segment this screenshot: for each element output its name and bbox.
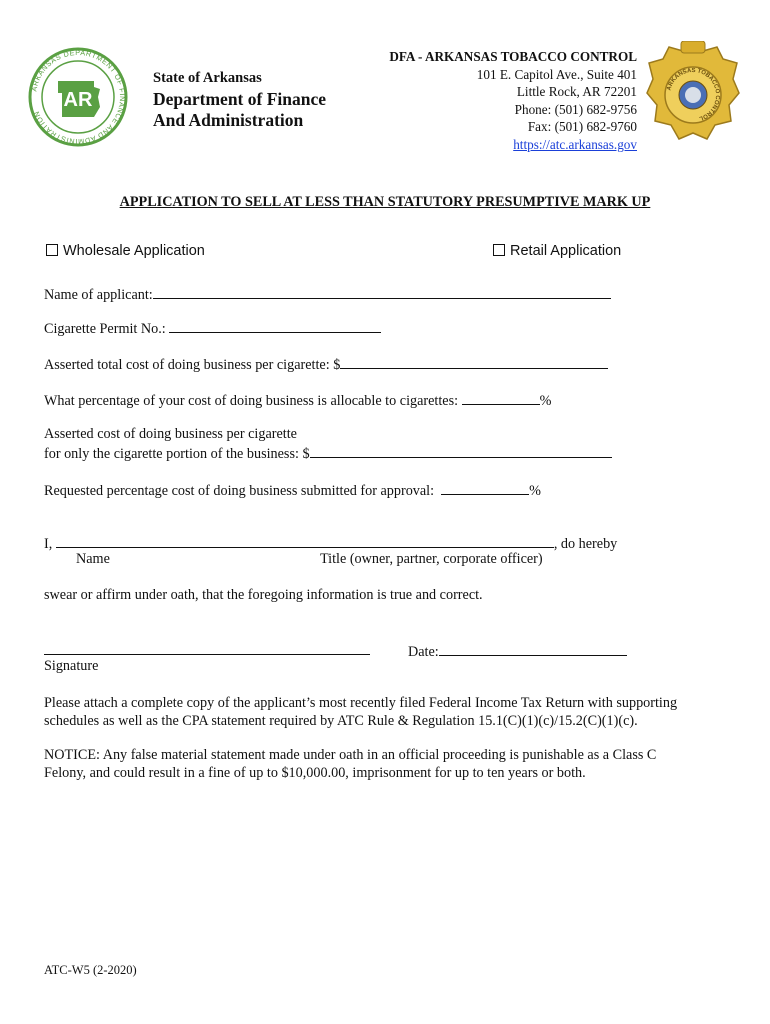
wholesale-label: Wholesale Application bbox=[63, 243, 205, 259]
permit-number-field[interactable] bbox=[169, 318, 381, 333]
agency-address-2: Little Rock, AR 72201 bbox=[516, 84, 637, 100]
allocable-percentage-field[interactable] bbox=[462, 390, 540, 405]
attachment-line-2: schedules as well as the CPA statement required by ATC Rule & Regulation 15.1(C)(1)(c)/15.2(C)(1)(c). bbox=[44, 712, 638, 729]
total-cost-label: Asserted total cost of doing business per cigarette: $ bbox=[44, 357, 341, 373]
allocable-percentage-row bbox=[44, 390, 551, 410]
agency-fax: Fax: (501) 682-9760 bbox=[527, 119, 637, 135]
signature-field[interactable] bbox=[44, 640, 370, 655]
date-field[interactable] bbox=[439, 641, 627, 656]
retail-option[interactable] bbox=[493, 243, 621, 259]
signature-label: Signature bbox=[44, 658, 99, 674]
name-caption: Name bbox=[76, 551, 110, 567]
svg-text:ARKANSAS DEPARTMENT OF FINANCE: ARKANSAS DEPARTMENT OF FINANCE AND ADMINISTRATION bbox=[29, 47, 128, 147]
cigarette-cost-label-line1: Asserted cost of doing business per cigarette bbox=[44, 426, 297, 442]
department-name: Department of Finance bbox=[153, 89, 327, 109]
agency-phone: Phone: (501) 682-9756 bbox=[514, 101, 637, 117]
retail-label: Retail Application bbox=[510, 243, 622, 259]
requested-percentage-field[interactable] bbox=[441, 480, 529, 495]
agency-name: DFA - ARKANSAS TOBACCO CONTROL bbox=[389, 49, 637, 64]
title-caption: Title (owner, partner, corporate officer) bbox=[320, 551, 543, 567]
oath-suffix: , do hereby bbox=[553, 536, 618, 552]
swear-statement: swear or affirm under oath, that the foregoing information is true and correct. bbox=[44, 587, 483, 603]
agency-address-1: 101 E. Capitol Ave., Suite 401 bbox=[476, 66, 637, 82]
svg-text:AR: AR bbox=[63, 89, 93, 111]
dfa-seal-logo bbox=[28, 47, 128, 147]
allocable-percentage-label: What percentage of your cost of doing business is allocable to cigarettes: bbox=[44, 393, 459, 409]
requested-percentage-row bbox=[44, 480, 541, 500]
cigarette-cost-field[interactable] bbox=[310, 443, 612, 458]
wholesale-option[interactable] bbox=[46, 243, 205, 259]
permit-row bbox=[44, 318, 381, 338]
date-row bbox=[408, 641, 627, 661]
tobacco-control-badge bbox=[645, 41, 741, 149]
wholesale-checkbox[interactable] bbox=[46, 244, 58, 256]
total-cost-row bbox=[44, 354, 608, 374]
cigarette-cost-label-line2: for only the cigarette portion of the business: $ bbox=[44, 446, 310, 462]
applicant-name-field[interactable] bbox=[153, 284, 611, 299]
cigarette-cost-row bbox=[44, 443, 612, 463]
requested-percentage-label: Requested percentage cost of doing business submitted for approval: bbox=[44, 483, 435, 499]
notice bbox=[44, 747, 656, 782]
percent-sign: % bbox=[529, 483, 541, 499]
oath-name-title-field[interactable] bbox=[56, 533, 554, 548]
department-name-line2: And Administration bbox=[153, 110, 304, 130]
agency-website-link[interactable]: https://atc.arkansas.gov bbox=[513, 136, 637, 152]
applicant-name-row bbox=[44, 284, 611, 304]
percent-sign: % bbox=[539, 393, 552, 409]
oath-prefix: I, bbox=[44, 536, 53, 552]
form-id: ATC-W5 (2-2020) bbox=[44, 963, 137, 977]
form-title: APPLICATION TO SELL AT LESS THAN STATUTORY PRESUMPTIVE MARK UP bbox=[119, 194, 651, 210]
applicant-name-label: Name of applicant: bbox=[44, 287, 153, 303]
attachment-line-1: Please attach a complete copy of the applicant’s most recently filed Federal Income Tax Return with supporting bbox=[44, 695, 678, 711]
svg-text:ARKANSAS TOBACCO CONTROL: ARKANSAS TOBACCO CONTROL bbox=[666, 67, 721, 122]
permit-label: Cigarette Permit No.: bbox=[44, 321, 166, 337]
agency-contact bbox=[389, 48, 637, 154]
total-cost-field[interactable] bbox=[340, 354, 608, 369]
notice-line-2: Felony, and could result in a fine of up to $10,000.00, imprisonment for up to ten years or both. bbox=[44, 764, 586, 781]
date-label: Date: bbox=[408, 644, 439, 660]
retail-checkbox[interactable] bbox=[493, 244, 505, 256]
attachment-instructions bbox=[44, 695, 677, 730]
oath-row bbox=[44, 533, 617, 553]
state-label: State of Arkansas bbox=[153, 70, 262, 86]
notice-line-1: NOTICE: Any false material statement made under oath in an official proceeding is punishable as a Class C bbox=[44, 747, 657, 763]
